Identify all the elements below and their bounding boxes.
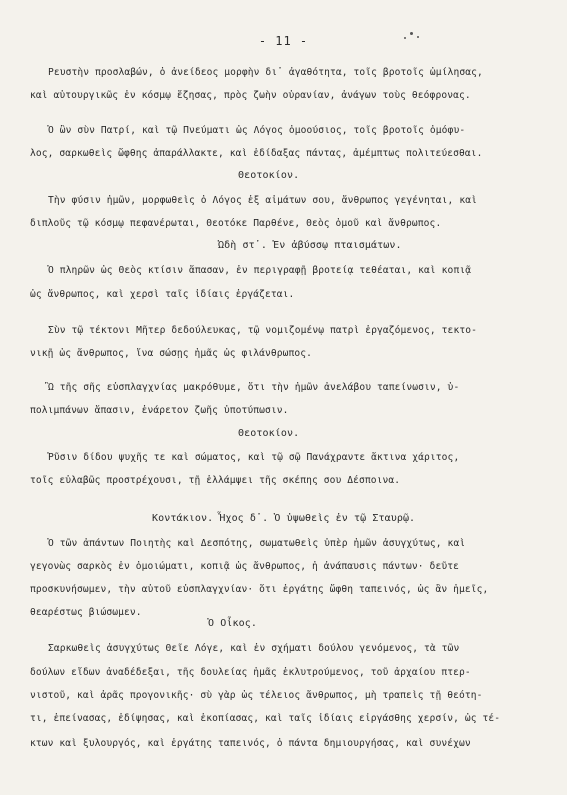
section-heading: Θεοτοκίον. [238,428,300,439]
section-heading: Ὁ Οἶκος. [208,618,257,629]
text-line: νιστοῦ, καὶ ἀρᾶς προγονικῆς· σὺ γὰρ ὡς τέλειος ἄνθρωπος, μὴ τραπεὶς τῇ θεότη- [30,690,483,701]
text-line: γεγονὼς σαρκὸς ἐν ὁμοιώματι, κοπιᾷ ὡς ἄνθρωπος, ἡ ἀνάπαυσις πάντων· δεῦτε [30,561,459,572]
text-line: ὡς ἄνθρωπος, καὶ χερσὶ ταῖς ἰδίαις ἐργάζεται. [30,289,295,300]
text-line: διπλοῦς τῷ κόσμῳ πεφανέρωται, Θεοτόκε Παρθένε, Θεὸς ὁμοῦ καὶ ἄνθρωπος. [30,218,442,229]
ink-speck [417,36,419,38]
text-line: τοῖς εὐλαβῶς προστρέχουσι, τῇ ἐλλάμψει τῆς σκέπης σου Δέσποινα. [30,475,401,486]
section-heading: Ὠδὴ στ᾽. Ἐν ἀβύσσῳ πταισμάτων. [218,240,402,251]
text-line: Ὢ τῆς σῆς εὐσπλαγχνίας μακρόθυμε, ὅτι τὴν ἡμῶν ἀνελάβου ταπείνωσιν, ὑ- [48,382,460,393]
text-line: δούλων εἴδων ἀναδέδεξαι, τῆς δουλείας ἡμᾶς ἐκλυτρούμενος, τοῦ ἀρχαίου πτερ- [30,667,471,678]
text-line: Ρευστὴν προσλαβών, ὁ ἀνείδεος μορφὴν δι᾽ ἀγαθότητα, τοῖς βροτοῖς ὡμίλησας, [48,67,483,78]
text-line: κτων καὶ ξυλουργός, καὶ ἐργάτης ταπεινός, ὁ πάντα δημιουργήσας, καὶ συνέχων [30,738,471,749]
text-line: καὶ αὐτουργικῶς ἐν κόσμῳ ἔζησας, πρὸς ζωὴν οὐρανίαν, ἀνάγων τοὺς θεόφρονας. [30,90,471,101]
text-line: τι, ἐπείνασας, ἐδίψησας, καὶ ἐκοπίασας, καὶ ταῖς ἰδίαις εἰργάσθης χερσίν, ὡς τέ- [30,713,501,724]
text-line: πολιμπάνων ἅπασιν, ἐνάρετον ζωῆς ὑποτύπωσιν. [30,405,289,416]
text-line: Ὁ πληρῶν ὡς Θεὸς κτίσιν ἅπασαν, ἐν περιγραφῇ βροτείᾳ τεθέαται, καὶ κοπιᾷ [48,265,472,276]
section-heading: Θεοτοκίον. [238,170,300,181]
text-line: λος, σαρκωθεὶς ὤφθης ἀπαράλλακτε, καὶ ἐδίδαξας πάντας, ἀμέμπτως πολιτεύεσθαι. [30,148,483,159]
text-line: προσκυνήσωμεν, τὴν αὐτοῦ εὐσπλαγχνίαν· ὅτι ἐργάτης ὤφθη ταπεινός, ὡς ἂν ἡμεῖς, [30,584,489,595]
text-line: Σαρκωθεὶς ἀσυγχύτως Θεῖε Λόγε, καὶ ἐν σχήματι δούλου γενόμενος, τὰ τῶν [48,643,460,654]
text-line: Ὁ ὢν σὺν Πατρί, καὶ τῷ Πνεύματι ὡς Λόγος ὁμοούσιος, τοῖς βροτοῖς ὁμόφυ- [48,125,466,136]
text-line: νικῇ ὡς ἄνθρωπος, ἵνα σώσῃς ἡμᾶς ὡς φιλάνθρωπος. [30,348,313,359]
text-line: Ῥῦσιν δίδου ψυχῆς τε καὶ σώματος, καὶ τῷ σῷ Πανάχραντε ἄκτινα χάριτος, [48,452,460,463]
text-line: Ὁ τῶν ἁπάντων Ποιητὴς καὶ Δεσπότης, σωματωθεὶς ὑπὲρ ἡμῶν ἀσυγχύτως, καὶ [48,538,466,549]
ink-speck [410,32,413,35]
text-line: θεαρέστως βιώσωμεν. [30,607,142,618]
text-line: Τὴν φύσιν ἡμῶν, μορφωθεὶς ὁ Λόγος ἐξ αἱμάτων σου, ἄνθρωπος γεγένηται, καὶ [48,195,477,206]
ink-speck [404,37,406,39]
page-number: - 11 - [258,34,309,48]
text-line: Σὺν τῷ τέκτονι Μῆτερ δεδούλευκας, τῷ νομιζομένῳ πατρὶ ἐργαζόμενος, τεκτο- [48,325,477,336]
section-heading: Κοντάκιον. Ἦχος δ᾽. Ὁ ὑψωθεὶς ἐν τῷ Σταυρῷ. [152,513,416,524]
